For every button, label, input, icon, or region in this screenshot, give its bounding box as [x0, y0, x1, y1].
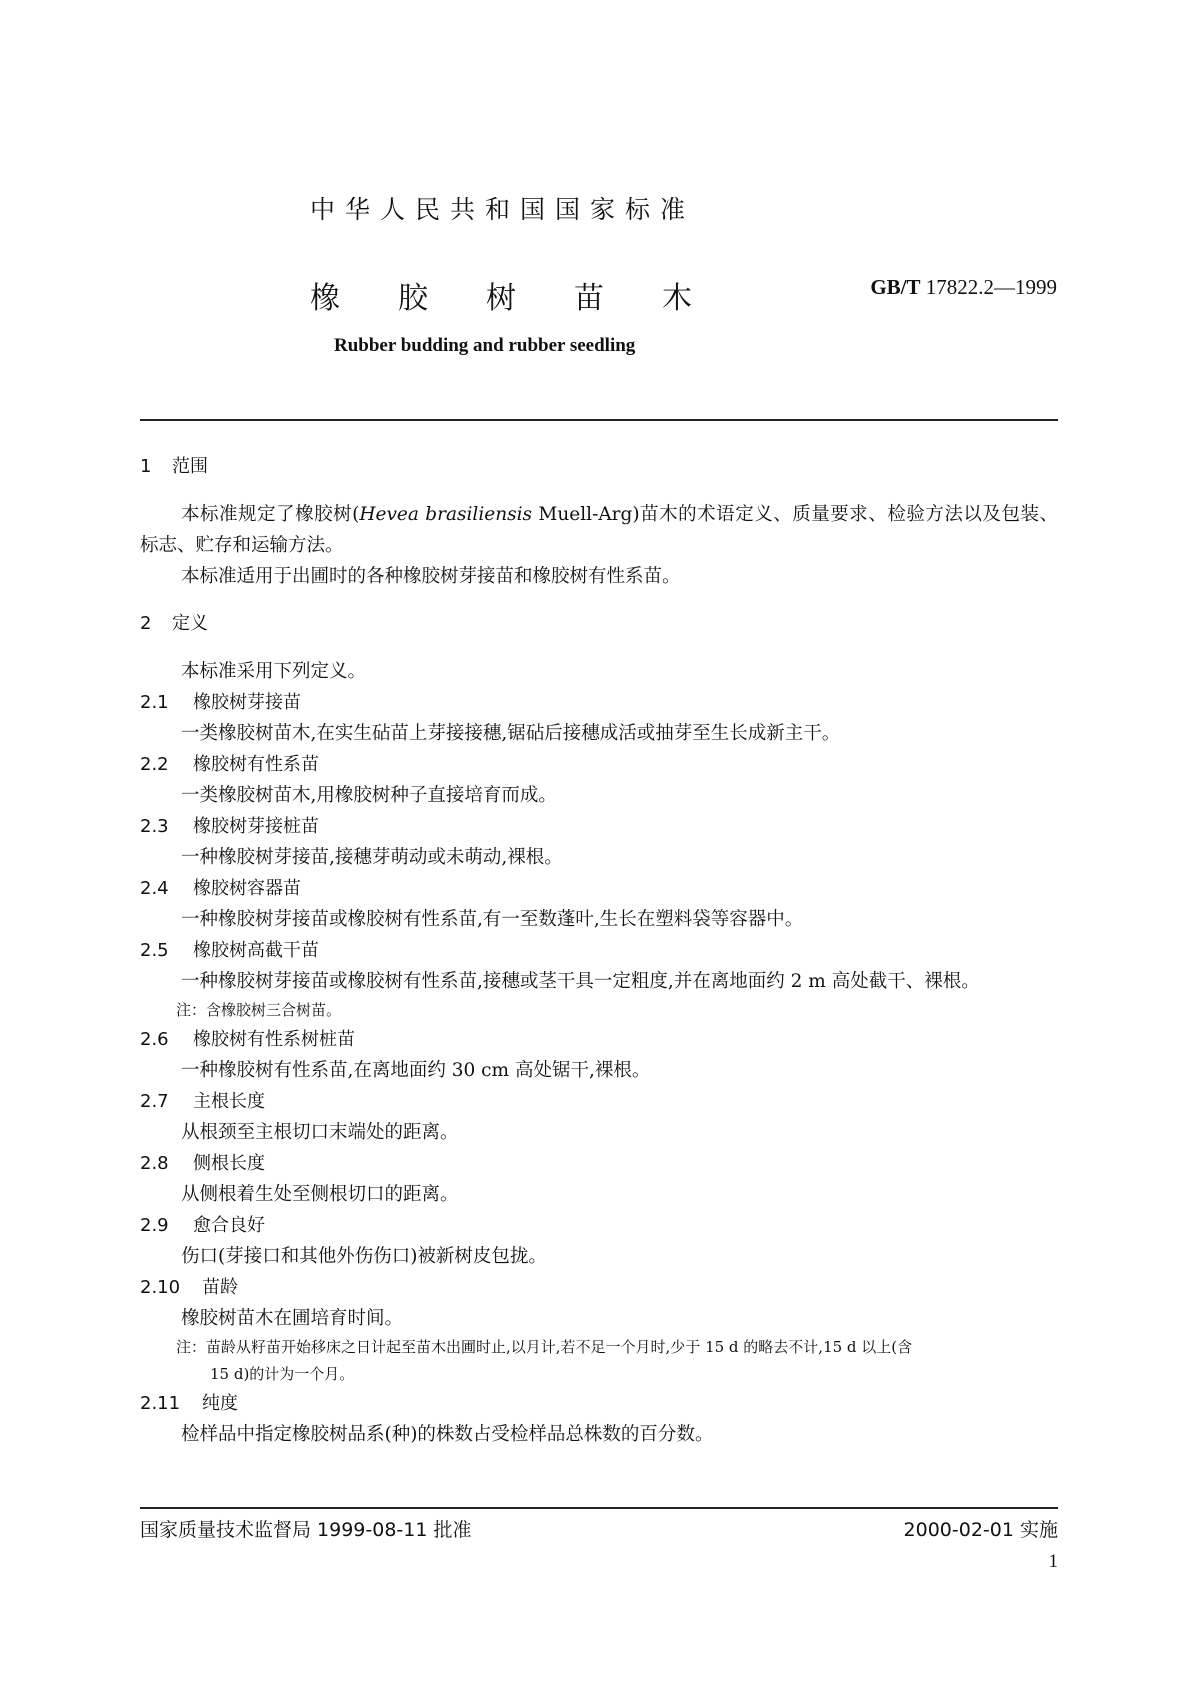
scope-text-a: 本标准规定了橡胶树( [181, 504, 360, 525]
definition-term: 橡胶树有性系树桩苗 [193, 1029, 355, 1050]
definition-note: 注：含橡胶树三合树苗。 [176, 1001, 342, 1019]
standard-code-number: 17822.2—1999 [920, 275, 1057, 299]
definition-number: 2.1 [140, 692, 169, 713]
definition-heading [140, 1148, 1058, 1179]
scope-paragraph-2: 本标准适用于出圃时的各种橡胶树芽接苗和橡胶树有性系苗。 [181, 566, 681, 587]
section-gap [140, 592, 1058, 608]
definition-term: 主根长度 [193, 1091, 265, 1112]
document-title: 橡胶树苗木 [310, 281, 750, 316]
definition-term: 橡胶树芽接苗 [193, 692, 301, 713]
definition-note [140, 1334, 1058, 1388]
definition-text: 一种橡胶树芽接苗或橡胶树有性系苗,接穗或茎干具一定粗度,并在离地面约 2 m 高处截干、裸根。 [181, 971, 980, 992]
definition-text: 从侧根着生处至侧根切口的距离。 [181, 1184, 459, 1205]
definition-heading [140, 1272, 1058, 1303]
definition-term: 橡胶树高截干苗 [193, 940, 319, 961]
section-number: 1 [140, 456, 152, 477]
definition-term: 愈合良好 [193, 1215, 265, 1236]
definition-term: 纯度 [202, 1393, 238, 1414]
standard-code [870, 275, 1057, 300]
definition-heading [140, 1388, 1058, 1419]
note-line-2: 15 d)的计为一个月。 [210, 1365, 355, 1383]
definition-heading [140, 1024, 1058, 1055]
standard-code-prefix: GB/T [870, 275, 921, 299]
section-heading-scope [140, 451, 1058, 482]
definition-number: 2.6 [140, 1029, 169, 1050]
definition-heading [140, 1210, 1058, 1241]
definition-text: 一种橡胶树芽接苗,接穗芽萌动或未萌动,裸根。 [181, 847, 563, 868]
definition-heading [140, 935, 1058, 966]
definition-heading [140, 873, 1058, 904]
definition-number: 2.7 [140, 1091, 169, 1112]
section-heading-definitions [140, 608, 1058, 639]
definition-number: 2.9 [140, 1215, 169, 1236]
definition-heading [140, 1086, 1058, 1117]
approval-line: 国家质量技术监督局 1999-08-11 批准 [140, 1519, 472, 1541]
definition-number: 2.5 [140, 940, 169, 961]
definitions-intro: 本标准采用下列定义。 [181, 661, 367, 682]
definition-text: 一种橡胶树有性系苗,在离地面约 30 cm 高处锯干,裸根。 [181, 1060, 651, 1081]
definition-number: 2.11 [140, 1393, 181, 1414]
definition-term: 侧根长度 [193, 1153, 265, 1174]
page-number: 1 [1048, 1551, 1058, 1572]
definition-text: 伤口(芽接口和其他外伤伤口)被新树皮包拢。 [181, 1246, 547, 1267]
definition-term: 橡胶树有性系苗 [193, 754, 319, 775]
definition-number: 2.8 [140, 1153, 169, 1174]
definition-text: 一种橡胶树芽接苗或橡胶树有性系苗,有一至数蓬叶,生长在塑料袋等容器中。 [181, 909, 804, 930]
definition-number: 2.2 [140, 754, 169, 775]
definition-term: 橡胶树芽接桩苗 [193, 816, 319, 837]
definition-text: 橡胶树苗木在圃培育时间。 [181, 1308, 404, 1329]
definition-heading [140, 749, 1058, 780]
definition-text: 检样品中指定橡胶树品系(种)的株数占受检样品总株数的百分数。 [181, 1424, 714, 1445]
standard-title: 中华人民共和国国家标准 [310, 195, 696, 224]
definition-number: 2.3 [140, 816, 169, 837]
definition-number: 2.10 [140, 1277, 181, 1298]
scope-paragraph-1 [140, 499, 1058, 561]
definition-term: 苗龄 [202, 1277, 238, 1298]
scope-latin-name: Hevea brasiliensis [359, 504, 533, 525]
section-number: 2 [140, 613, 152, 634]
section-title: 定义 [172, 613, 208, 634]
scope-text-b: Muell-Arg)苗木的术语定义、质量要求、检验方法以及包装、标志、贮存和运输方法。 [140, 504, 1058, 556]
english-title: Rubber budding and rubber seedling [334, 335, 636, 356]
definition-heading [140, 687, 1058, 718]
definition-term: 橡胶树容器苗 [193, 878, 301, 899]
section-title: 范围 [172, 456, 208, 477]
definition-text: 一类橡胶树苗木,用橡胶树种子直接培育而成。 [181, 785, 557, 806]
definition-text: 一类橡胶树苗木,在实生砧苗上芽接接穗,锯砧后接穗成活或抽芽至生长成新主干。 [181, 723, 841, 744]
definition-text: 从根颈至主根切口末端处的距离。 [181, 1122, 459, 1143]
effective-date: 2000-02-01 实施 [903, 1519, 1058, 1541]
header-divider [140, 419, 1058, 421]
document-body [140, 451, 1058, 1450]
definition-number: 2.4 [140, 878, 169, 899]
definition-heading [140, 811, 1058, 842]
footer-divider [140, 1507, 1058, 1509]
note-line-1: 注：苗龄从籽苗开始移床之日计起至苗木出圃时止,以月计,若不足一个月时,少于 15 d 的略去不计,15 d 以上(含 [176, 1338, 913, 1356]
